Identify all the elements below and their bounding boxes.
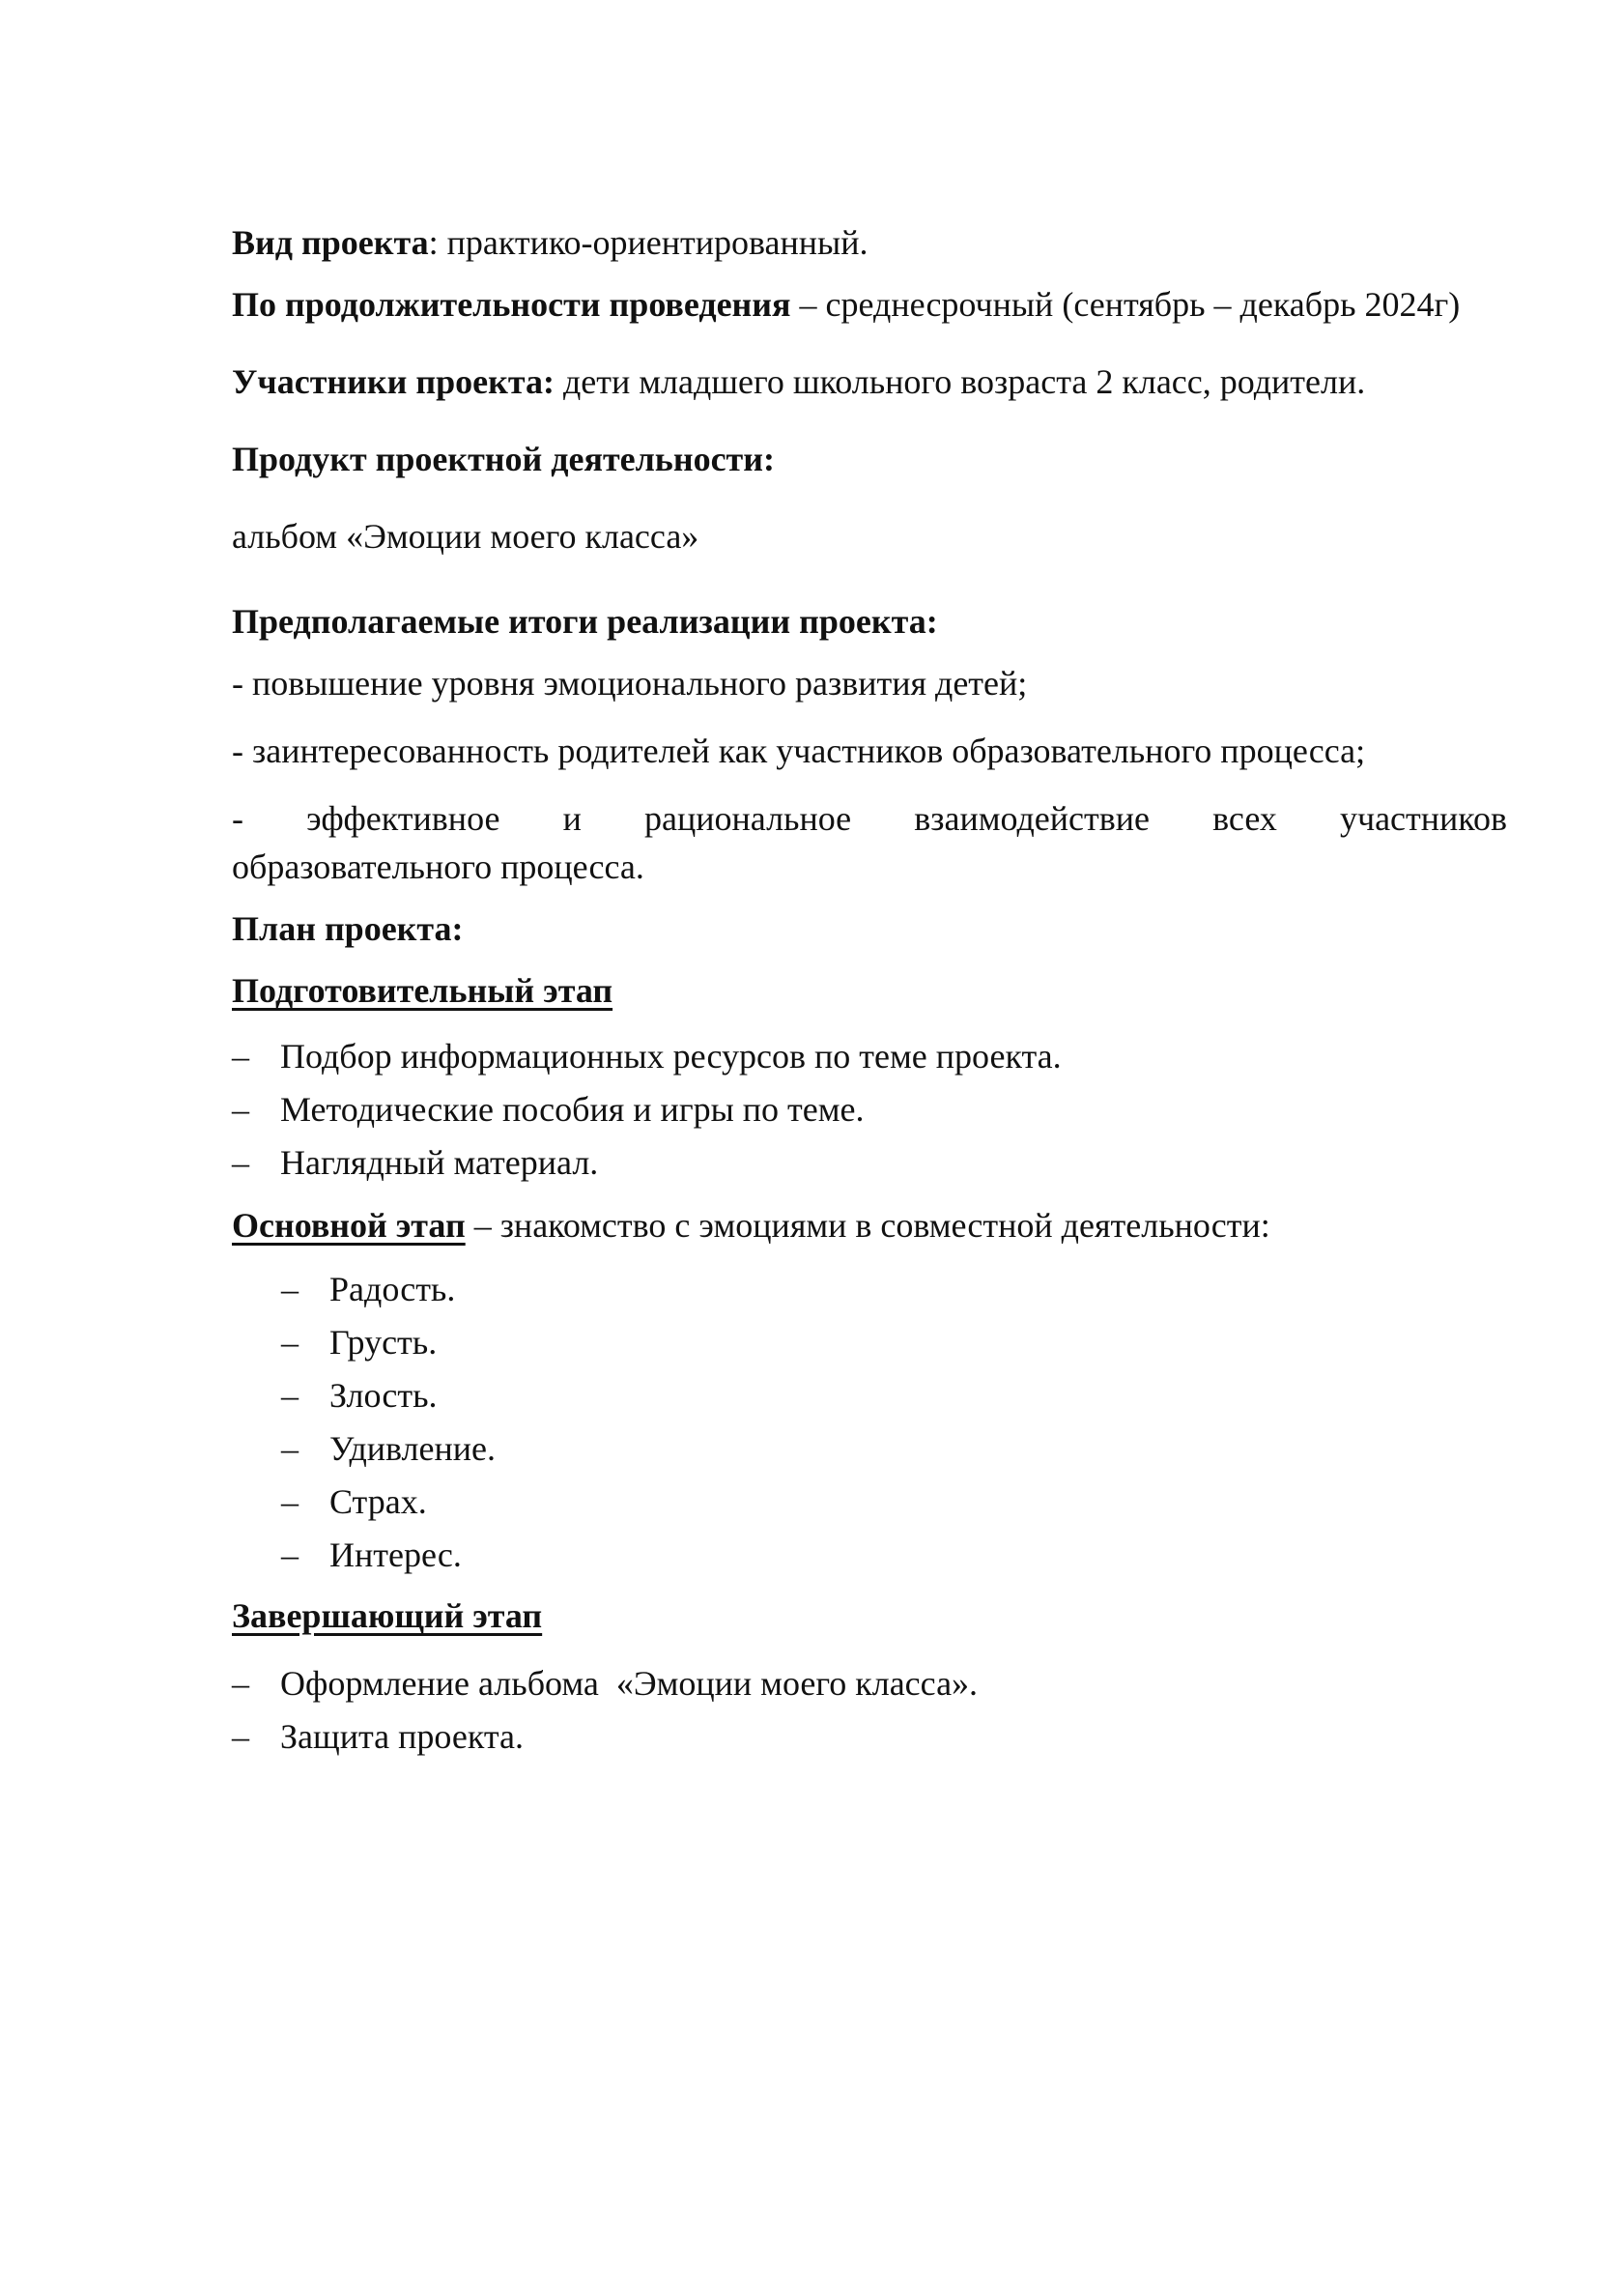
dash-marker: – (232, 1143, 249, 1182)
list-item-text: Методические пособия и игры по теме. (280, 1090, 865, 1129)
project-duration-value: – среднесрочный (сентябрь – декабрь 2024г) (790, 285, 1461, 324)
dash-marker: – (281, 1482, 299, 1521)
list-item-text: Удивление. (329, 1429, 497, 1468)
list-item (232, 1529, 1507, 1582)
project-kind-value: : практико-ориентированный. (428, 223, 868, 262)
final-stage-title: Завершающий этап (232, 1596, 543, 1635)
list-item (232, 1316, 1507, 1369)
list-item-text: Радость. (329, 1270, 456, 1308)
list-item (232, 1263, 1507, 1316)
results-word: взаимодействие (914, 799, 1150, 838)
results-word: всех (1212, 799, 1277, 838)
project-results-label: Предполагаемые итоги реализации проекта: (232, 602, 938, 641)
results-word: участников (1339, 799, 1507, 838)
plan-label: План проекта: (232, 909, 464, 948)
dash-marker: – (281, 1535, 299, 1574)
main-stage-title: Основной этап (232, 1206, 466, 1245)
document-page (232, 218, 1507, 1764)
list-item-text: Оформление альбома «Эмоции моего класса». (280, 1664, 979, 1703)
dash-marker: – (281, 1323, 299, 1362)
list-item-text: Страх. (329, 1482, 427, 1521)
list-item (232, 1422, 1507, 1476)
dash-marker: – (232, 1090, 249, 1129)
list-item-text: Интерес. (329, 1535, 462, 1574)
list-item-text: Подбор информационных ресурсов по теме проекта. (280, 1037, 1062, 1076)
prep-stage-list (232, 1030, 1507, 1190)
dash-marker: – (281, 1270, 299, 1308)
project-participants-value: дети младшего школьного возраста 2 класс, родители. (554, 362, 1366, 401)
project-kind (232, 218, 1507, 267)
list-item (232, 1476, 1507, 1529)
main-stage-text: – знакомство с эмоциями в совместной деятельности: (465, 1206, 1270, 1245)
list-item (232, 1136, 1507, 1190)
results-item-last-line-1 (232, 794, 1507, 843)
main-stage-heading (232, 1201, 1507, 1249)
list-item (232, 1710, 1507, 1764)
dash-marker: – (281, 1429, 299, 1468)
list-item (232, 1657, 1507, 1710)
project-participants (232, 358, 1507, 406)
list-item (232, 1083, 1507, 1136)
project-participants-label: Участники проекта: (232, 362, 555, 401)
dash-marker: – (232, 1037, 249, 1076)
results-word: рациональное (644, 799, 852, 838)
results-word: эффективное (306, 799, 500, 838)
dash-marker: – (281, 1376, 299, 1415)
list-item-text: Злость. (329, 1376, 438, 1415)
project-duration (232, 280, 1507, 329)
results-word: - (232, 799, 243, 838)
list-item (232, 1030, 1507, 1083)
list-item-text: Наглядный материал. (280, 1143, 599, 1182)
dash-marker: – (232, 1717, 249, 1756)
prep-stage-title: Подготовительный этап (232, 971, 613, 1010)
dash-marker: – (232, 1664, 249, 1703)
results-item: - повышение уровня эмоционального развития детей; (232, 664, 1028, 703)
project-duration-label: По продолжительности проведения (232, 285, 791, 324)
main-stage-list (232, 1263, 1507, 1582)
results-word: и (562, 799, 582, 838)
list-item-text: Грусть. (329, 1323, 438, 1362)
results-item-last-line-2: образовательного процесса. (232, 847, 644, 886)
project-product-label: Продукт проектной деятельности: (232, 440, 775, 478)
list-item (232, 1369, 1507, 1422)
results-item: - заинтересованность родителей как участников образовательного процесса; (232, 732, 1366, 770)
project-product-value: альбом «Эмоции моего класса» (232, 517, 699, 556)
project-kind-label: Вид проекта (232, 223, 429, 262)
list-item-text: Защита проекта. (280, 1717, 524, 1756)
final-stage-list (232, 1657, 1507, 1764)
